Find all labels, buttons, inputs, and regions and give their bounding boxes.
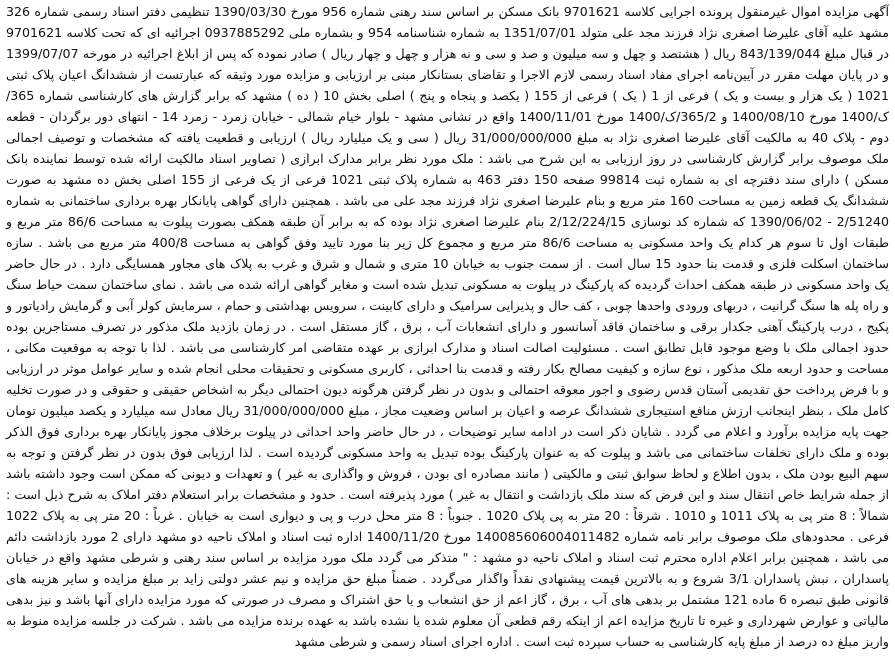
- notice-body: آگهی مزایده اموال غیرمنقول پرونده اجرایی کلاسه 9701621 بانک مسکن بر اساس سند رهنی شماره 956 مورخ 1390/03/30 تنظیمی دفتر اسناد رسمی شماره 326 مشهد علیه آقای علیرضا اصغری نژاد فرزند مجد علی متولد 1351/07/01 به شماره شناسنامه 954 و بشماره ملی 0937885292 اجرائیه ای که تحت کلاسه 9701621 در قبال مبلغ 843/139/044 ریال ( هشتصد و چهل و سه میلیون و صد و سی و نه هزار و چهل و چهار ریال ) صادر نموده که پس از ابلاغ اجرائیه در مورخه 1399/07/07 و در پایان مهلت مقرر در آیین‌نامه اجرای مفاد اسناد رسمی لازم الاجرا و تقاضای بستانکار مبنی بر ارزیابی و مزایده مورد وثیقه که عبارتست از ششدانگ اعیان پلاک ثبتی 1021 ( یک هزار و بیست و یک ) فرعی از 1 ( یک ) فرعی از 155 ( یکصد و پنجاه و پنج ) اصلی بخش 10 ( ده ) مشهد که برابر گزارش های کارشناسی شماره 365/ک/1400 مورخ 1400/08/10 و 365/2/ک/1400 مورخ 1400/11/01 واقع در نشانی مشهد - بلوار خیام شمالی - خیابان زمرد - زمرد 14 - انتهای دور برگردان - قطعه دوم - پلاک 40 به مالکیت آقای علیرضا اصغری نژاد به مبلغ 31/000/000/000 ریال ( سی و یک میلیارد ریال ) ارزیابی و قطعیت یافته که مشخصات و توصیف اجمالی ملک موصوف برابر گزارش کارشناسی در روز ارزیابی به این شرح می باشد : ملک مورد نظر برابر مدارک ابرازی ( تصاویر اسناد مالکیت ارائه شده توسط نماینده بانک مسکن ) دارای سند دفترچه ای به شماره ثبت 99814 صفحه 150 دفتر 463 به شماره پلاک ثبتی 1021 فرعی از یک فرعی از 155 اصلی بخش ده مشهد به صورت ششدانگ یک قطعه زمین به مساحت 160 متر مربع و بنام علیرضا اصغری نژاد فرزند مجد علی می باشد . همچنین دارای گواهی پایانکار بهره برداری ساختمانی به شماره 2/51240 - 1390/06/02 که شماره کد نوسازی 2/12/224/15 بنام علیرضا اصغری نژاد بوده که به برابر آن طبقه همکف بصورت پیلوت به مساحت 86/6 متر مربع و طبقات اول تا سوم هر کدام یک واحد مسکونی به مساحت 86/6 متر مربع و مجموع کل زیر بنا مورد تایید وفق گواهی به مساحت 400/8 متر مربع می باشد . سازه ساختمان اسکلت فلزی و قدمت بنا حدود 15 سال است . از سمت جنوب به خیابان 10 متری و شمال و شرق و غرب به پلاک های مجاور همسایگی دارد . در حال حاضر یک واحد مسکونی در طبقه همکف احداث گردیده که پارکینگ در پیلوت به مسکونی تبدیل شده است و مغایر گواهی ارائه شده می باشد . نمای ساختمان سمت حیاط سنگ و راه پله ها سنگ گرانیت ، دربهای ورودی واحدها چوبی ، کف حال و پذیرایی سرامیک و دارای کابینت ، سرویس بهداشتی و حمام ، سرمایش کولر آبی و گرمایش رادیاتور و پکیج ، درب پارکینگ آهنی جکدار برقی و ساختمان فاقد آسانسور و دارای انشعابات آب ، برق ، گاز مستقل است . در زمان بازدید ملک مذکور در تصرف مستاجرین بوده حدود اجمالی ملک با وضع موجود قابل تطابق است . مسئولیت اصالت اسناد و مدارک ابرازی بر عهده متقاضی امر کارشناسی می باشد . لذا با توجه به موقعیت مکانی ، مساحت و حدود اربعه ملک مذکور ، نوع سازه و کیفیت مصالح بکار رفته و قدمت بنا احداثی ، کاربری مسکونی و تحقیقات محلی انجام شده و سایر عوامل موثر در ارزیابی و با فرض پرداخت حق تقدیمی آستان قدس رضوی و اجور معوقه احتمالی و بدون در نظر گرفتن هرگونه دیون احتمالی دیگر به اشخاص حقیقی و حقوقی و در صورت تخلیه کامل ملک ، بنظر اینجانب ارزش منافع استیجاری ششدانگ عرصه و اعیان بر اساس وضعیت مجاز ، مبلغ 31/000/000/000 ریال معادل سه میلیارد و یکصد میلیون تومان جهت پایه مزایده برآورد و اعلام می گردد . شایان ذکر است در ادامه سایر توضیحات ، در حال حاضر واحد احداثی در پیلوت برخلاف مجوز پایانکار بهره برداری فوق الذکر بوده و ملک دارای تخلفات ساختمانی می باشد و پیلوت که به عنوان پارکینگ بوده تبدیل به واحد مسکونی گردیده است . لذا ارزیابی فوق بدون در نظر گرفتن و توجه به سهم البیع بودن ملک ، بدون اطلاع و لحاظ سوابق ثبتی و مالکیتی ( مانند مصادره ای بودن ، فروش و واگذاری به غیر ) و تعهدات و دیونی که ممکن است وجود داشته باشد از جمله شرایط خاص انتقال سند و این فرض که سند ملک بازداشت و انتقال به غیر ) مورد پذیرفته است . حدود و مشخصات برابر استعلام دفتر املاک به شرح ذیل است : شمالاً : 8 متر پی به پلاک 1011 و 1010 . شرقاً : 20 متر به پی پلاک 1020 . جنوباً : 8 متر محل درب و پی و دیواری است به خیابان . غرباً : 20 متر پی به پلاک 1022 فرعی . محدودهای ملک موصوف برابر نامه شماره 140085606004011482 مورخ 1400/11/20 اداره ثبت اسناد و املاک ناحیه دو مشهد دارای 2 مورد بازداشت دائم می باشد ، همچنین برابر اعلام اداره محترم ثبت اسناد و املاک ناحیه دو مشهد : " متذکر می گردد ملک مورد مزایده بر اساس سند رهنی و شرطی مشهد واقع در خیابان پاسداران ، نبش پاسداران 3/1 شروع و به بالاترین قیمت پیشنهادی نقداً واگذار می‌گردد . ضمناً مبلغ حق مزایده و نیم عشر دولتی زاید بر مبلغ مزایده و سایر هزینه های قانونی طبق تبصره 6 ماده 121 مشتمل بر بدهی های آب ، برق ، گاز اعم از حق انشعاب و یا حق اشتراک و مصرف در صورتی که مورد مزایده دارای آنها باشد و نیز بدهی مالیاتی و عوارض شهرداری و غیره تا تاریخ مزایده اعم از اینکه رقم قطعی آن معلوم شده یا نشده باشد به عهده برنده مزایده می باشد . شرکت در جلسه مزایده منوط به واریز مبلغ ده درصد از مبلغ پایه کارشناسی به حساب سپرده ثبت است . اداره اجرای اسناد رسمی و شرطی مشهد: [6, 4, 890, 649]
